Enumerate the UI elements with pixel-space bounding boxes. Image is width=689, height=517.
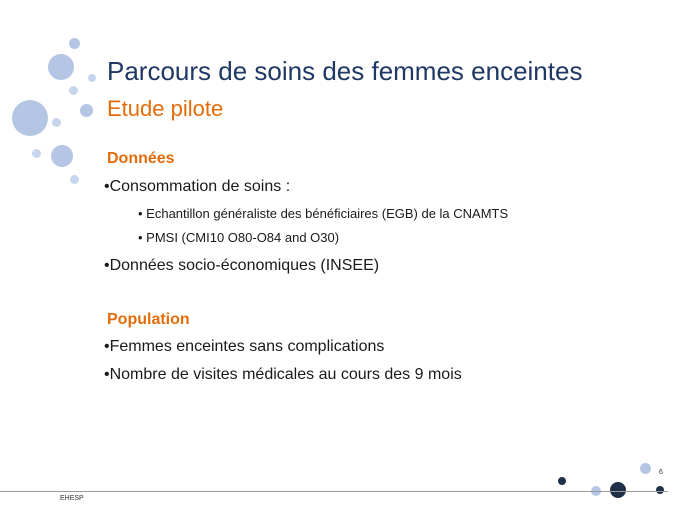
- decorative-dot: [70, 175, 79, 184]
- section-heading-population: Population: [107, 311, 190, 328]
- decorative-dot: [69, 38, 80, 49]
- bullet-socio-economiques: •Données socio-économiques (INSEE): [104, 257, 380, 274]
- bullet-consommation: •Consommation de soins :: [104, 178, 291, 195]
- decorative-dot: [52, 118, 61, 127]
- slide-title: Parcours de soins des femmes enceintes: [107, 56, 583, 86]
- decorative-dot: [88, 74, 96, 82]
- decorative-dot: [32, 149, 41, 158]
- decorative-dot: [80, 104, 93, 117]
- decorative-dot: [12, 100, 48, 136]
- decorative-dot: [640, 463, 651, 474]
- decorative-dot: [558, 477, 566, 485]
- slide-subtitle: Etude pilote: [107, 96, 224, 121]
- decorative-dot: [656, 486, 664, 494]
- bullet-nombre-visites: •Nombre de visites médicales au cours des 9 mois: [104, 366, 462, 383]
- decorative-dot: [48, 54, 74, 80]
- footer-org-label: EHESP: [60, 495, 84, 502]
- section-heading-donnees: Données: [107, 150, 175, 167]
- decorative-dot: [69, 86, 78, 95]
- decorative-dot: [51, 145, 73, 167]
- footer-divider: [0, 491, 668, 492]
- decorative-dot: [610, 482, 626, 498]
- subbullet-egb: • Echantillon généraliste des bénéficiaires (EGB) de la CNAMTS: [138, 206, 509, 221]
- bullet-femmes-enceintes: •Femmes enceintes sans complications: [104, 338, 385, 355]
- page-number: 6: [659, 469, 663, 476]
- subbullet-pmsi: • PMSI (CMI10 O80-O84 and O30): [138, 230, 340, 245]
